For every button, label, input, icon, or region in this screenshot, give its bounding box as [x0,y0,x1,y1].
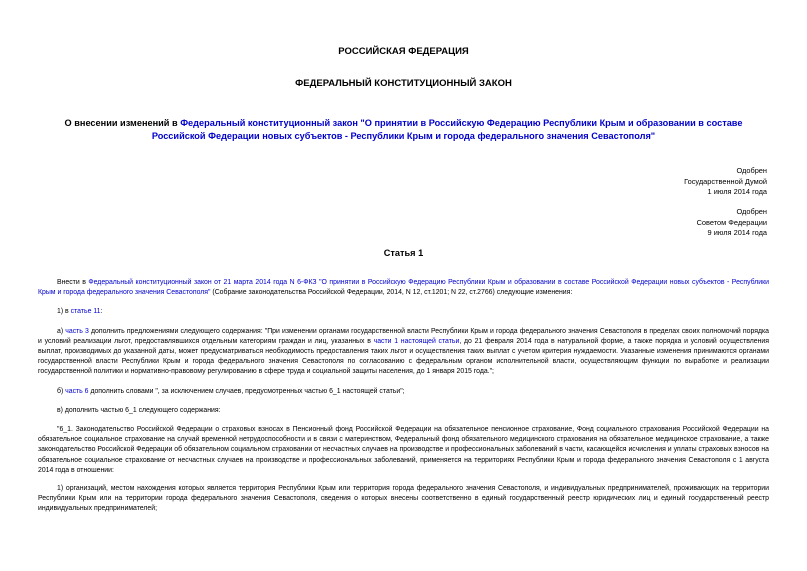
paragraph-text: б) [57,387,66,395]
paragraph-text: : [100,308,103,316]
approval-council-line-1: Одобрен [736,207,767,216]
approval-council-line-2: Советом Федерации [696,217,767,227]
paragraph-item-b [38,387,769,397]
paragraph-item-v: в) дополнить частью 6_1 следующего содержания: [57,406,221,414]
paragraph-intro [38,278,769,298]
approval-council [697,207,767,239]
article-body [38,278,769,523]
title-law-link[interactable]: Федеральный конституционный закон "О принятии в Российскую Федерацию Республики Крым и образовании в составе Российской Федерации новых субъектов - Республики Крым и города федерального значения Севастополя" [151,118,743,141]
paragraph-subitem-1: 1) организаций, местом нахождения которых является территория Республики Крым или территория города федерального значения Севастополя, и индивидуальных предпринимателей, проживающих на территории Республики Крым или на территории города федерального значения Севастополя, сведения о которых внесены соответственно в единый государственный реестр юридических лиц и единый государственный реестр индивидуальных предпринимателей; [38,485,769,513]
paragraph-item-1 [38,307,769,317]
paragraph-item-a [38,327,769,378]
approval-duma-date: 1 июля 2014 года [707,187,767,196]
paragraph-text: , до 21 февраля 2014 года в натуральной форме, а также порядка и условий осуществления выплат, производимых до указанной даты, может предусматриваться необходимость предоставления таких льгот и осуществления таких выплат с учетом критерия нуждаемости. Указанные изменения принимаются органами государственной власти Республики Крым и города федерального значения Севастополя по согласованию с федеральным органом исполнительной власти, осуществляющим функции по выработке и реализации государственной политики и нормативно-правовому регулированию в сфере труда и социальной защиты населения, до 1 января 2015 года."; [38,337,770,376]
paragraph-text: (Собрание законодательства Российской Федерации, 2014, N 12, ст.1201; N 22, ст.2766) следующие изменения: [210,289,573,297]
part-3-link[interactable]: часть 3 [65,327,89,335]
paragraph-text: дополнить предложениями следующего содержания: "При изменении органами государственной власти Республики Крым и города федерального значения Севастополя в пределах своих полномочий порядка и условий реализации льгот, предоставлявшихся отдельным категориям граждан и лиц, указанных в [38,327,769,345]
paragraph-text: дополнить словами ", за исключением случаев, предусмотренных частью 6_1 настоящей статьи"; [88,387,405,395]
article-title: Статья 1 [383,248,424,258]
header-country: РОССИЙСКАЯ ФЕДЕРАЦИЯ [338,46,469,57]
approval-duma-line-1: Одобрен [736,166,767,175]
law-reference-link[interactable]: Федеральный конституционный закон от 21 марта 2014 года N 6-ФКЗ "О принятии в Российскую Федерацию Республики Крым и образовании в составе Российской Федерации новых субъектов - Республики Крым и города федерального значения Севастополя" [38,279,769,297]
paragraph-text: Внести в [57,279,89,286]
approval-council-date: 9 июля 2014 года [707,228,767,237]
paragraph-text: 1) в [57,308,71,316]
paragraph-part-6-1: "6_1. Законодательство Российской Федерации о страховых взносах в Пенсионный фонд Российской Федерации на обязательное пенсионное страхование, Фонд социального страхования Российской Федерации на обязательное социальное страхование на случай временной нетрудоспособности и в связи с материнством, Федеральный фонд обязательного медицинского страхования на обязательное медицинское страхование, а также законодательство Российской Федерации об обязательном социальном страховании от несчастных случаев на производстве и профессиональных заболеваний в части, касающейся исчисления и уплаты страховых взносов на обязательное социальное страхование от несчастных случаев на производстве и профессиональных заболеваний, применяется на территориях Республики Крым и города федерального значения Севастополя с 1 августа 2014 года в отношении: [38,426,769,474]
document-title [40,117,767,143]
approval-duma [684,166,767,198]
part-1-link[interactable]: части 1 настоящей статьи [373,337,460,345]
approval-duma-line-2: Государственной Думой [684,176,767,186]
part-6-link[interactable]: часть 6 [65,387,89,395]
title-prefix: О внесении изменений в [64,118,181,128]
paragraph-text: а) [57,327,66,335]
article-11-link[interactable]: статье 11 [70,308,101,316]
header-law-type: ФЕДЕРАЛЬНЫЙ КОНСТИТУЦИОННЫЙ ЗАКОН [295,78,512,89]
